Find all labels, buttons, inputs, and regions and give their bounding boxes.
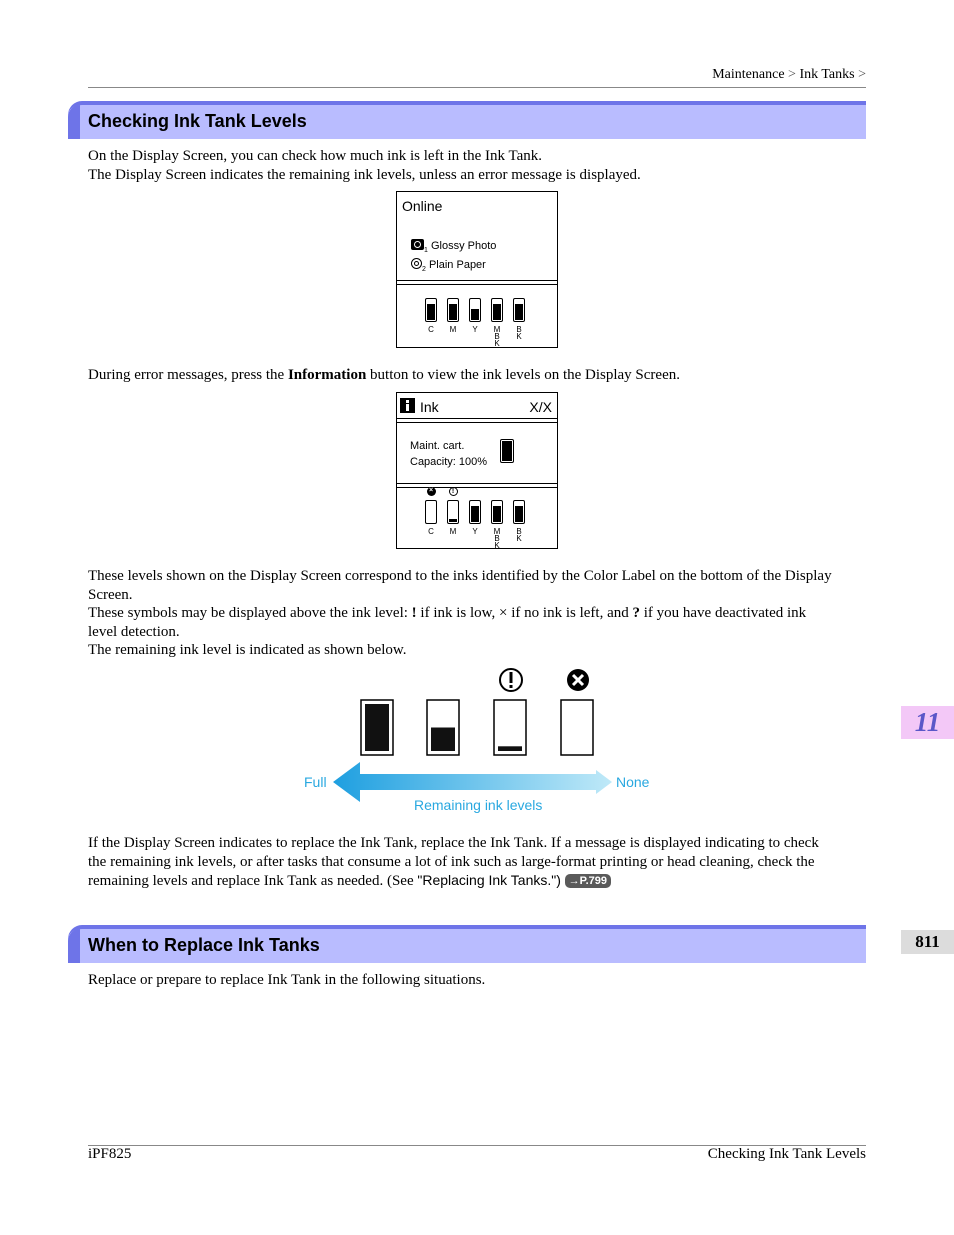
section-heading [68,101,866,139]
breadcrumb-maintenance[interactable]: Maintenance [712,67,785,82]
ink-tank-gauge [447,298,459,322]
ink-color-label: B K [516,325,522,341]
label-caption: Remaining ink levels [414,797,543,813]
ink-tank-gauge [425,298,437,322]
no-ink-icon [567,669,589,691]
ink-tank-gauge [491,298,503,322]
footer-model: iPF825 [88,1146,132,1162]
text: remaining levels and replace Ink Tank as needed. (See [88,873,418,889]
diagram-ink-fill [498,746,522,751]
ink-color-label: C [428,527,434,536]
ink-tank-gauge [469,500,481,524]
ink-color-label: C [428,325,434,334]
paragraph [88,366,866,385]
x-circle-icon: × [427,487,436,496]
ink-color-label: M B K [493,527,501,550]
ink-tank-gauge [425,500,437,524]
breadcrumb [712,67,866,83]
ink-level-fill [493,506,501,522]
text-line: the remaining ink levels, or after tasks that consume a lot of ink such as large-format printing or head cleaning, check the [88,853,815,870]
display-screen-online [396,191,558,348]
text-line: The Display Screen indicates the remaining ink levels, unless an error message is displayed. [88,166,641,183]
text-line: level detection. [88,623,180,640]
information-button-name: Information [287,367,367,383]
ink-level-fill [493,304,501,320]
page-reference-button[interactable]: →P.799 [565,874,611,888]
ink-level-diagram [300,662,660,817]
ink-color-label: M [449,527,457,536]
header-divider [88,87,866,88]
screen-counter: X/X [529,399,552,415]
diagram-ink-fill [431,728,455,752]
ink-tank-gauge [469,298,481,322]
section-title: Checking Ink Tank Levels [88,111,307,131]
capacity-label: Capacity: 100% [410,456,488,468]
page-number: 811 [901,930,954,954]
screen-status: Online [402,198,443,214]
ink-tank-row [397,393,557,548]
replacing-ink-tanks-link[interactable]: "Replacing Ink Tanks.") [417,872,561,888]
diagram-ink-tank [561,700,593,755]
footer-section: Checking Ink Tank Levels [707,1146,866,1162]
ink-level-fill [427,304,435,320]
breadcrumb-sep: > [788,67,796,82]
section-heading [68,925,866,963]
exclamation-circle-icon: ! [449,487,458,496]
media-index: 2 [422,266,426,274]
ink-color-label: B K [516,527,522,543]
text-line: Screen. [88,586,133,603]
diagram-ink-fill [365,704,389,751]
label-full: Full [304,774,327,790]
ink-color-label: Y [472,325,478,334]
ink-color-label: Y [472,527,478,536]
paragraph [88,834,866,891]
text-line: The remaining ink level is indicated as shown below. [88,642,407,658]
media-name: Plain Paper [428,259,486,272]
text-line: Replace or prepare to replace Ink Tank in the following situations. [88,972,486,988]
label-none: None [616,774,650,790]
paragraph [88,147,866,184]
ink-level-fill [515,304,523,320]
remaining-level-arrow [333,762,612,802]
detection-off-symbol: ? [632,605,640,621]
ink-tank-gauge [491,500,503,524]
text: These symbols may be displayed above the ink level: [88,605,412,621]
paragraph [88,567,866,660]
maint-cart-label: Maint. cart. [410,440,465,452]
ink-level-fill [449,519,457,522]
ink-tank-gauge [447,500,459,524]
ink-level-diagram-graphic [300,662,660,817]
text: During error messages, press the [88,367,288,383]
ink-color-label: M B K [493,325,501,348]
text: button to view the ink levels on the Display Screen. [366,367,680,383]
ink-tank-row [397,192,557,347]
text: if ink is low, × if no ink is left, and [416,605,633,621]
ink-level-fill [471,506,479,522]
text-line: These levels shown on the Display Screen correspond to the inks identified by the Color Label on the bottom of the Display [88,568,832,584]
ink-level-fill [471,309,479,320]
media-name: Glossy Photo [430,240,497,252]
ink-color-label: M [449,325,457,334]
ink-tank-gauge [513,500,525,524]
ink-level-fill [449,304,457,320]
ink-tank-gauge [513,298,525,322]
media-index: 1 [424,247,428,255]
ink-level-fill [515,506,523,522]
paragraph [88,971,866,990]
low-ink-symbol: ! [411,605,417,621]
display-screen-ink [396,392,558,549]
breadcrumb-ink-tanks[interactable]: Ink Tanks [799,67,855,82]
chapter-tab[interactable]: 11 [901,706,954,739]
section-title: When to Replace Ink Tanks [88,935,320,955]
screen-title: Ink [420,399,439,415]
text: if you have deactivated ink [639,605,807,621]
breadcrumb-sep: > [858,67,866,82]
warning-icon [500,669,522,691]
text-line: If the Display Screen indicates to replace the Ink Tank, replace the Ink Tank. If a message is displayed indicating to check [88,835,819,851]
text-line: On the Display Screen, you can check how much ink is left in the Ink Tank. [88,148,542,164]
